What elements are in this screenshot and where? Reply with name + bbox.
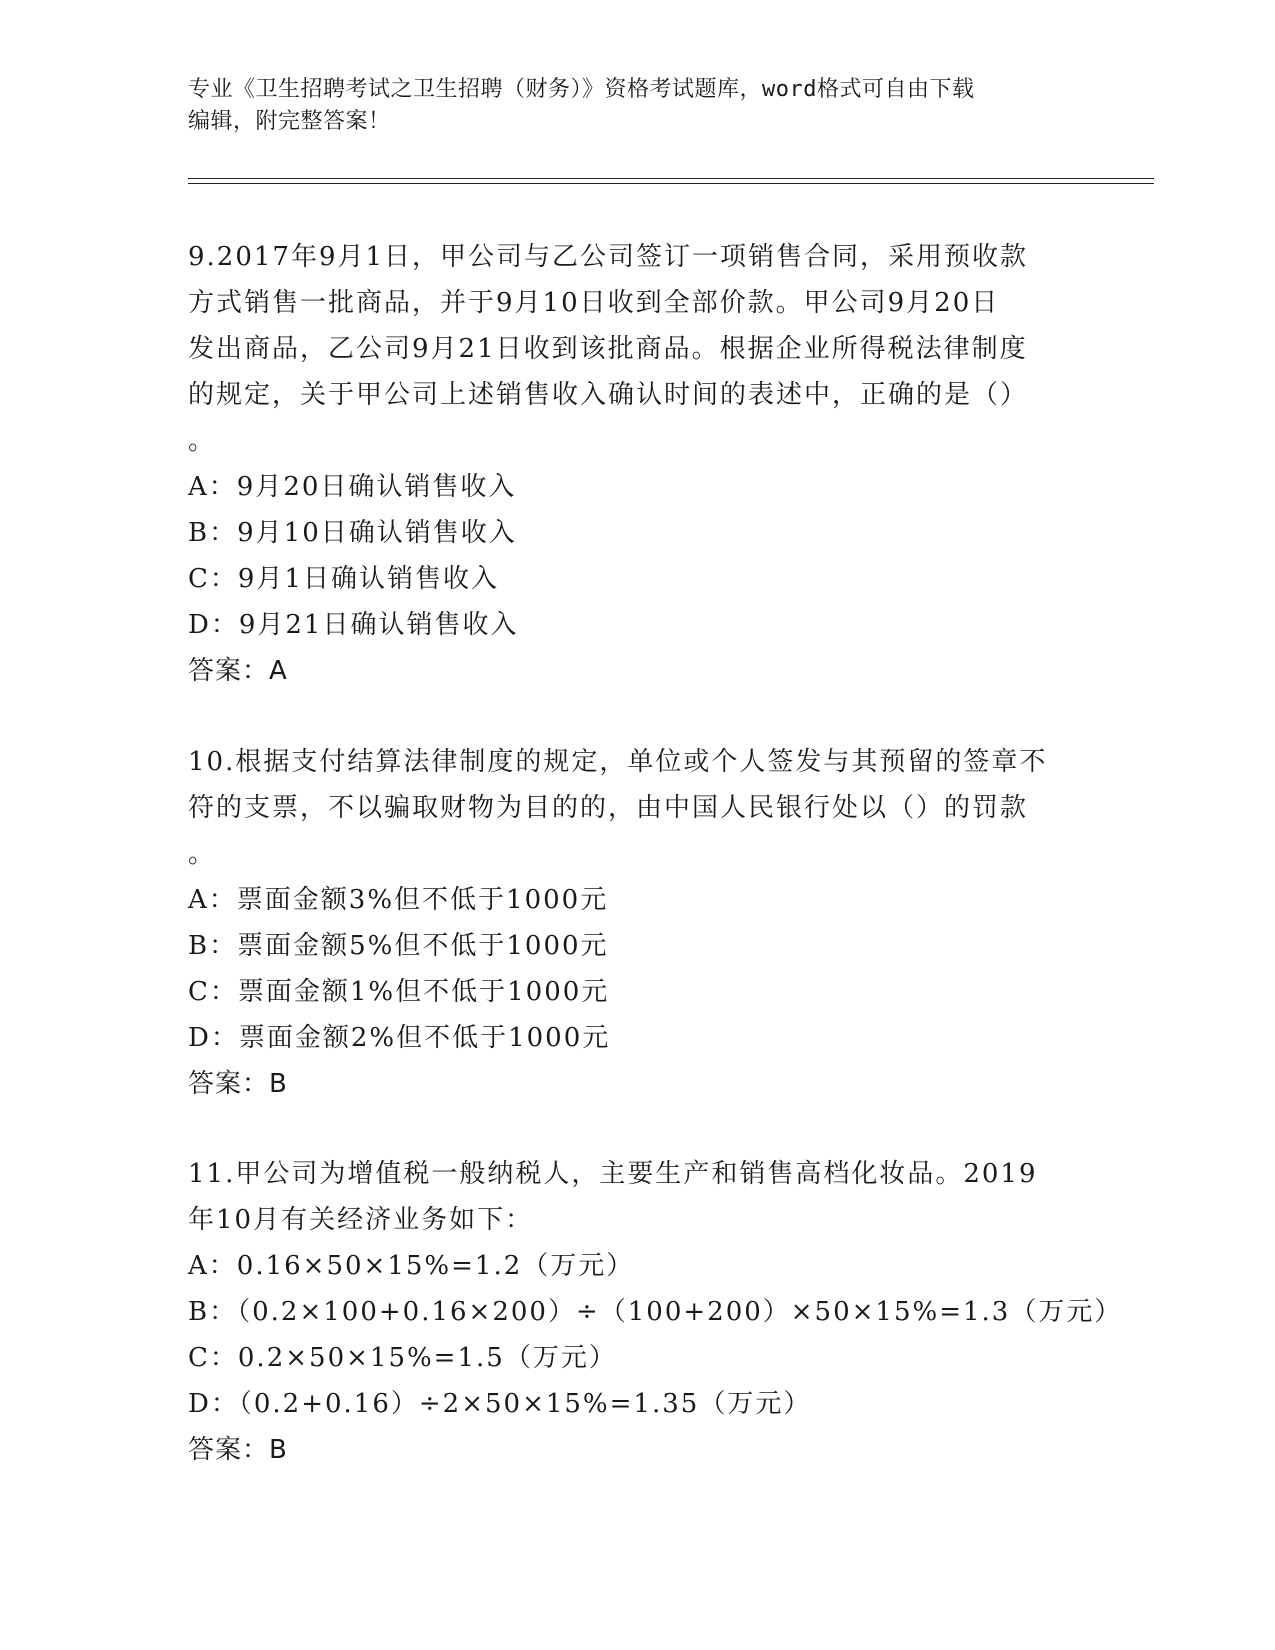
question-stem-line: 10.根据支付结算法律制度的规定，单位或个人签发与其预留的签章不: [188, 747, 1048, 777]
option-d: D：（0.2+0.16）÷2×50×15%=1.35（万元）: [188, 1389, 812, 1419]
option-c: C：票面金额1%但不低于1000元: [188, 977, 610, 1007]
question-stem-line: 符的支票，不以骗取财物为目的的，由中国人民银行处以（）的罚款: [188, 793, 1029, 823]
question-9: [188, 234, 1088, 694]
answer-label: 答案：B: [188, 1435, 288, 1465]
option-d: D：9月21日确认销售收入: [188, 610, 519, 640]
question-stem-line: 11.甲公司为增值税一般纳税人，主要生产和销售高档化妆品。2019: [188, 1159, 1038, 1189]
option-c: C：9月1日确认销售收入: [188, 564, 499, 594]
option-a: A：9月20日确认销售收入: [188, 472, 517, 502]
header-divider-top: [188, 178, 1154, 179]
header-line-2: 编辑，附完整答案！: [188, 109, 391, 134]
answer-label: 答案：A: [188, 656, 288, 686]
question-stem-line: 的规定，关于甲公司上述销售收入确认时间的表述中，正确的是（）: [188, 380, 1029, 410]
question-stem-line: 年10月有关经济业务如下：: [188, 1205, 534, 1235]
option-a: A：0.16×50×15%=1.2（万元）: [188, 1251, 635, 1281]
header-divider-bottom: [188, 183, 1154, 184]
option-c: C：0.2×50×15%=1.5（万元）: [188, 1343, 617, 1373]
answer-label: 答案：B: [188, 1069, 288, 1099]
option-b: B：9月10日确认销售收入: [188, 518, 517, 548]
question-11: [188, 1151, 1123, 1473]
question-10: [188, 739, 1088, 1107]
question-stem-line: 9.2017年9月1日，甲公司与乙公司签订一项销售合同，采用预收款: [188, 242, 1029, 272]
question-stem-line: 发出商品，乙公司9月21日收到该批商品。根据企业所得税法律制度: [188, 334, 1028, 364]
question-stem-line: 方式销售一批商品，并于9月10日收到全部价款。甲公司9月20日: [188, 288, 1000, 318]
option-a: A：票面金额3%但不低于1000元: [188, 885, 609, 915]
option-d: D：票面金额2%但不低于1000元: [188, 1023, 611, 1053]
option-b: B：票面金额5%但不低于1000元: [188, 931, 609, 961]
option-b: B：（0.2×100+0.16×200）÷（100+200）×50×15%=1.3（万元）: [188, 1297, 1123, 1327]
header-line-1: 专业《卫生招聘考试之卫生招聘（财务）》资格考试题库，word格式可自由下载: [188, 77, 975, 102]
question-stem-line: 。: [188, 426, 217, 456]
document-header: [188, 74, 1088, 138]
question-stem-line: 。: [188, 839, 217, 869]
